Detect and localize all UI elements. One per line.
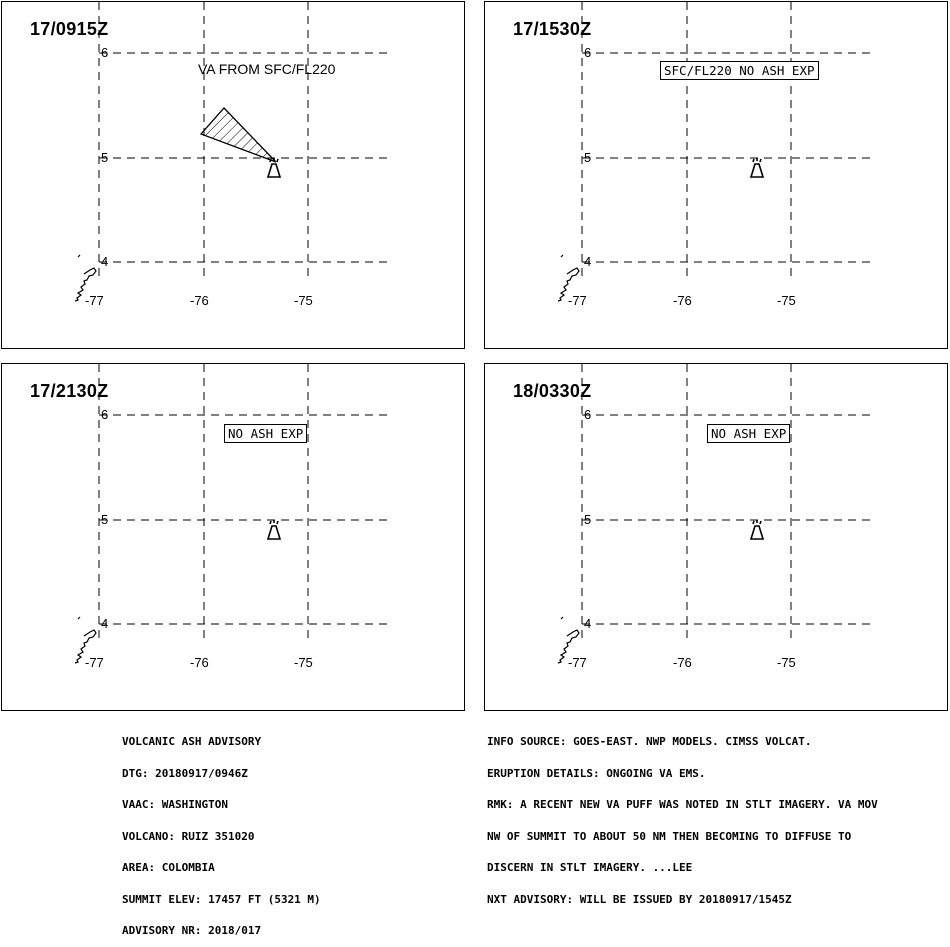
footer-line-summit: SUMMIT ELEV: 17457 FT (5321 M) <box>122 892 321 906</box>
lon-label: -76 <box>673 293 692 308</box>
volcano-icon <box>751 158 763 177</box>
lon-label: -75 <box>294 293 313 308</box>
panel-valid-time: 18/0330Z <box>513 381 592 401</box>
map-canvas <box>2 2 466 350</box>
lat-label: 5 <box>101 512 109 527</box>
lat-label: 4 <box>584 254 592 269</box>
lat-label: 5 <box>584 512 592 527</box>
map-canvas <box>2 364 466 712</box>
footer-line-rmk-3: DISCERN IN STLT IMAGERY. ...LEE <box>487 861 693 874</box>
panel-ash-note: SFC/FL220 NO ASH EXP <box>660 61 819 80</box>
panel-valid-time: 17/2130Z <box>30 381 109 401</box>
volcano-icon <box>268 520 280 539</box>
lat-label: 6 <box>584 407 592 422</box>
forecast-panel-1530 <box>484 1 948 349</box>
lon-label: -76 <box>190 655 209 670</box>
footer-line-rmk-2: NW OF SUMMIT TO ABOUT 50 NM THEN BECOMING TO DIFFUSE TO <box>487 829 852 843</box>
map-canvas <box>485 364 949 712</box>
ash-cloud-polygon <box>201 108 276 162</box>
lon-label: -75 <box>294 655 313 670</box>
forecast-panel-0915 <box>1 1 465 349</box>
footer-line-next-advisory: NXT ADVISORY: WILL BE ISSUED BY 20180917/1545Z <box>487 892 792 906</box>
lon-label: -75 <box>777 655 796 670</box>
footer-line-title: VOLCANIC ASH ADVISORY <box>122 735 262 748</box>
lat-label: 4 <box>101 254 109 269</box>
lon-label: -77 <box>85 655 104 670</box>
lat-label: 6 <box>584 45 592 60</box>
advisory-remarks-block <box>487 716 878 916</box>
lat-label: 4 <box>584 616 592 631</box>
footer-line-eruption: ERUPTION DETAILS: ONGOING VA EMS. <box>487 766 706 780</box>
forecast-panel-0330 <box>484 363 948 711</box>
lat-label: 6 <box>101 45 109 60</box>
lat-label: 6 <box>101 407 109 422</box>
volcano-icon <box>751 520 763 539</box>
advisory-header-block <box>122 716 321 947</box>
lat-label: 5 <box>584 150 592 165</box>
panel-valid-time: 17/1530Z <box>513 19 592 39</box>
panel-ash-note: NO ASH EXP <box>707 424 790 443</box>
map-canvas <box>485 2 949 350</box>
footer-line-area: AREA: COLOMBIA <box>122 861 215 874</box>
lon-label: -77 <box>568 655 587 670</box>
lon-label: -77 <box>85 293 104 308</box>
footer-line-volcano: VOLCANO: RUIZ 351020 <box>122 829 255 843</box>
lon-label: -75 <box>777 293 796 308</box>
panel-valid-time: 17/0915Z <box>30 19 109 39</box>
lon-label: -77 <box>568 293 587 308</box>
footer-line-info-source: INFO SOURCE: GOES-EAST. NWP MODELS. CIMSS VOLCAT. <box>487 735 812 748</box>
footer-line-advisory-nr: ADVISORY NR: 2018/017 <box>122 924 262 937</box>
lon-label: -76 <box>673 655 692 670</box>
lat-label: 5 <box>101 150 109 165</box>
footer-line-vaac: VAAC: WASHINGTON <box>122 798 228 811</box>
panel-ash-note: NO ASH EXP <box>224 424 307 443</box>
footer-line-dtg: DTG: 20180917/0946Z <box>122 766 248 780</box>
panel-ash-note: VA FROM SFC/FL220 <box>198 61 336 77</box>
lon-label: -76 <box>190 293 209 308</box>
forecast-panel-2130 <box>1 363 465 711</box>
lat-label: 4 <box>101 616 109 631</box>
footer-line-rmk-1: RMK: A RECENT NEW VA PUFF WAS NOTED IN STLT IMAGERY. VA MOV <box>487 798 878 811</box>
